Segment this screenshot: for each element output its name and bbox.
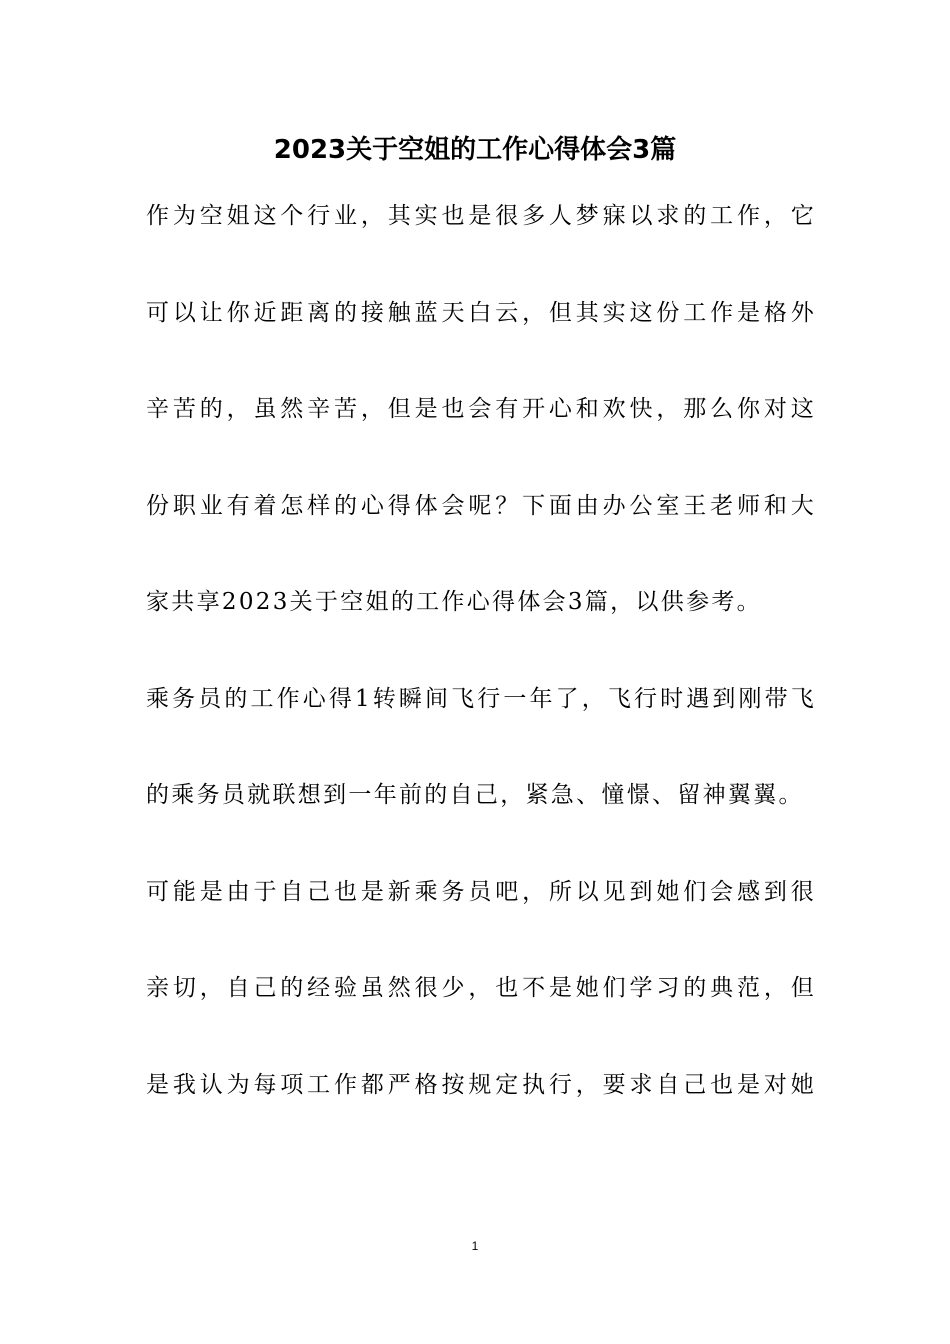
body-line: 家共享2023关于空姐的工作心得体会3篇，以供参考。 <box>146 589 762 615</box>
body-line: 辛苦的，虽然辛苦，但是也会有开心和欢快，那么你对这 <box>146 396 816 422</box>
body-line: 乘务员的工作心得1转瞬间飞行一年了，飞行时遇到刚带飞 <box>146 685 816 712</box>
body-line: 作为空姐这个行业，其实也是很多人梦寐以求的工作，它 <box>146 203 816 229</box>
body-line: 份职业有着怎样的心得体会呢？下面由办公室王老师和大 <box>146 492 816 519</box>
body-line: 可能是由于自己也是新乘务员吧，所以见到她们会感到很 <box>146 878 816 905</box>
document-body <box>146 196 816 1161</box>
body-line: 亲切，自己的经验虽然很少，也不是她们学习的典范，但 <box>146 975 816 1001</box>
body-line: 的乘务员就联想到一年前的自己，紧急、憧憬、留神翼翼。 <box>146 782 804 808</box>
body-line: 是我认为每项工作都严格按规定执行，要求自己也是对她 <box>146 1071 816 1098</box>
body-line: 可以让你近距离的接触蓝天白云，但其实这份工作是格外 <box>146 299 816 326</box>
page-number: 1 <box>471 1239 479 1253</box>
document-title: 2023关于空姐的工作心得体会3篇 <box>273 135 677 165</box>
